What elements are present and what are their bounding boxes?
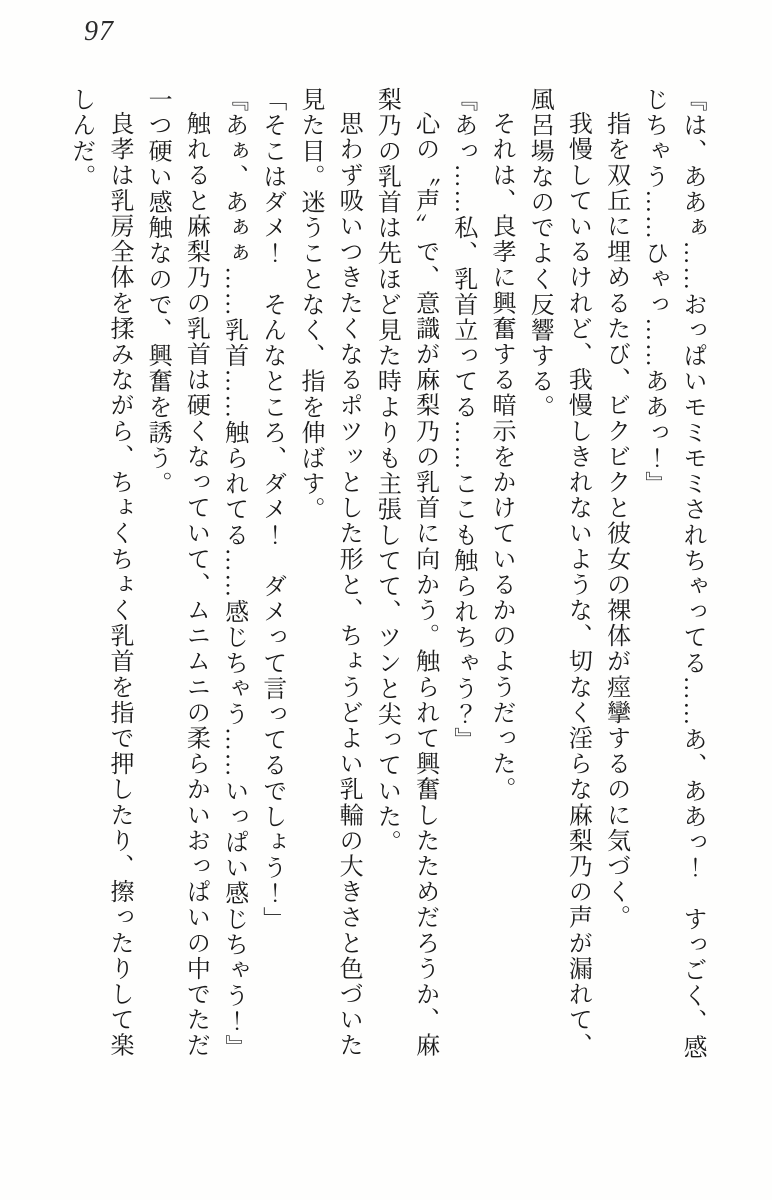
paragraph: 『あぁ、あぁぁ……乳首……触られてる……感じちゃう……いっぱい感じちゃう！』 <box>220 87 247 1060</box>
paragraph: 良孝は乳房全体を揉みながら、ちょくちょく乳首を指で押したり、擦ったりして楽しんだ。 <box>67 87 132 1059</box>
paragraph: 「そこはダメ！ そんなところ、ダメ！ ダメって言ってるでしょう！」 <box>258 87 285 932</box>
paragraph: それは、良孝に興奮する暗示をかけているかのようだった。 <box>487 111 514 803</box>
paragraph: 指を双丘に埋めるたび、ビクビクと彼女の裸体が痙攣するのに気づく。 <box>602 111 629 931</box>
page-number: 97 <box>84 16 114 47</box>
paragraph: 『は、ああぁ……おっぱいモミモミされちゃってる……あ、ああっ！ すっごく、感じちゃう……ひゃっ……ああっ！』 <box>640 87 705 1060</box>
text-block <box>62 87 711 1063</box>
paragraph: 思わず吸いつきたくなるポツッとした形と、ちょうどよい乳輪の大きさと色づいた見た目。迷うことなく、指を伸ばす。 <box>296 87 362 1059</box>
paragraph: 心の〝声〟で、意識が麻梨乃の乳首に向かう。触られて興奮したためだろうか、麻梨乃の乳首は先ほど見た時よりも主張してて、ツンと尖っていた。 <box>373 87 438 1059</box>
paragraph: 触れると麻梨乃の乳首は硬くなっていて、ムニムニの柔らかいおっぱいの中でただ一つ硬い感触なので、興奮を誘う。 <box>144 87 209 1059</box>
paragraph: 我慢しているけれど、我慢しきれないような、切なく淫らな麻梨乃の声が漏れて、風呂場なのでよく反響する。 <box>526 87 591 1059</box>
paragraph: 『あっ……私、乳首立ってる……ここも触られちゃう？』 <box>449 87 476 753</box>
